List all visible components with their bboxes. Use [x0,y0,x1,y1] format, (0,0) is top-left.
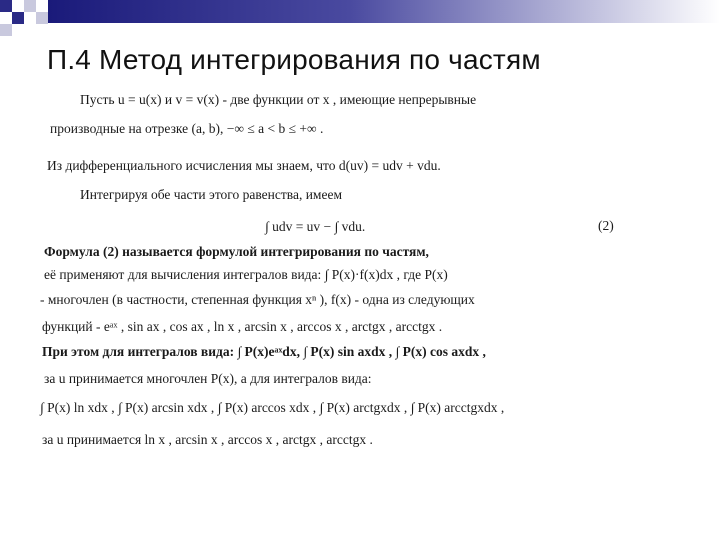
text-line: Из дифференциального исчисления мы знаем, что d(uv) = udv + vdu. [47,158,441,173]
text-line: ∫ P(x) ln xdx , ∫ P(x) arcsin xdx , ∫ P(x) arccos xdx , ∫ P(x) arctgxdx , ∫ P(x) arcctgxdx , [40,400,505,415]
text-line: функций - eᵃˣ , sin ax , cos ax , ln x , arcsin x , arccos x , arctgx , arcctgx . [42,319,443,334]
text-line: производные на отрезке (a, b), −∞ ≤ a < b ≤ +∞ . [50,121,324,136]
text-line: Формула (2) называется формулой интегрирования по частям, [44,244,429,259]
text-line: Интегрируя обе части этого равенства, имеем [80,187,342,202]
formula-line: ∫ udv = uv − ∫ vdu. [265,219,366,234]
equation-number: (2) [598,218,614,233]
text-line: - многочлен (в частности, степенная функция xⁿ ), f(x) - одна из следующих [40,292,475,307]
text-line: за u принимается многочлен P(x), а для интегралов вида: [44,371,372,386]
header-decoration [0,0,720,40]
text-line: за u принимается ln x , arcsin x , arccos x , arctgx , arcctgx . [42,432,373,447]
text-line: Пусть u = u(x) и v = v(x) - две функции от x , имеющие непрерывные [80,92,477,107]
text-line: её применяют для вычисления интегралов вида: ∫ P(x)·f(x)dx , где P(x) [44,267,448,282]
text-line: При этом для интегралов вида: ∫ P(x)eᵃˣdx, ∫ P(x) sin axdx , ∫ P(x) cos axdx , [42,344,486,359]
page-title: П.4 Метод интегрирования по частям [47,44,541,75]
